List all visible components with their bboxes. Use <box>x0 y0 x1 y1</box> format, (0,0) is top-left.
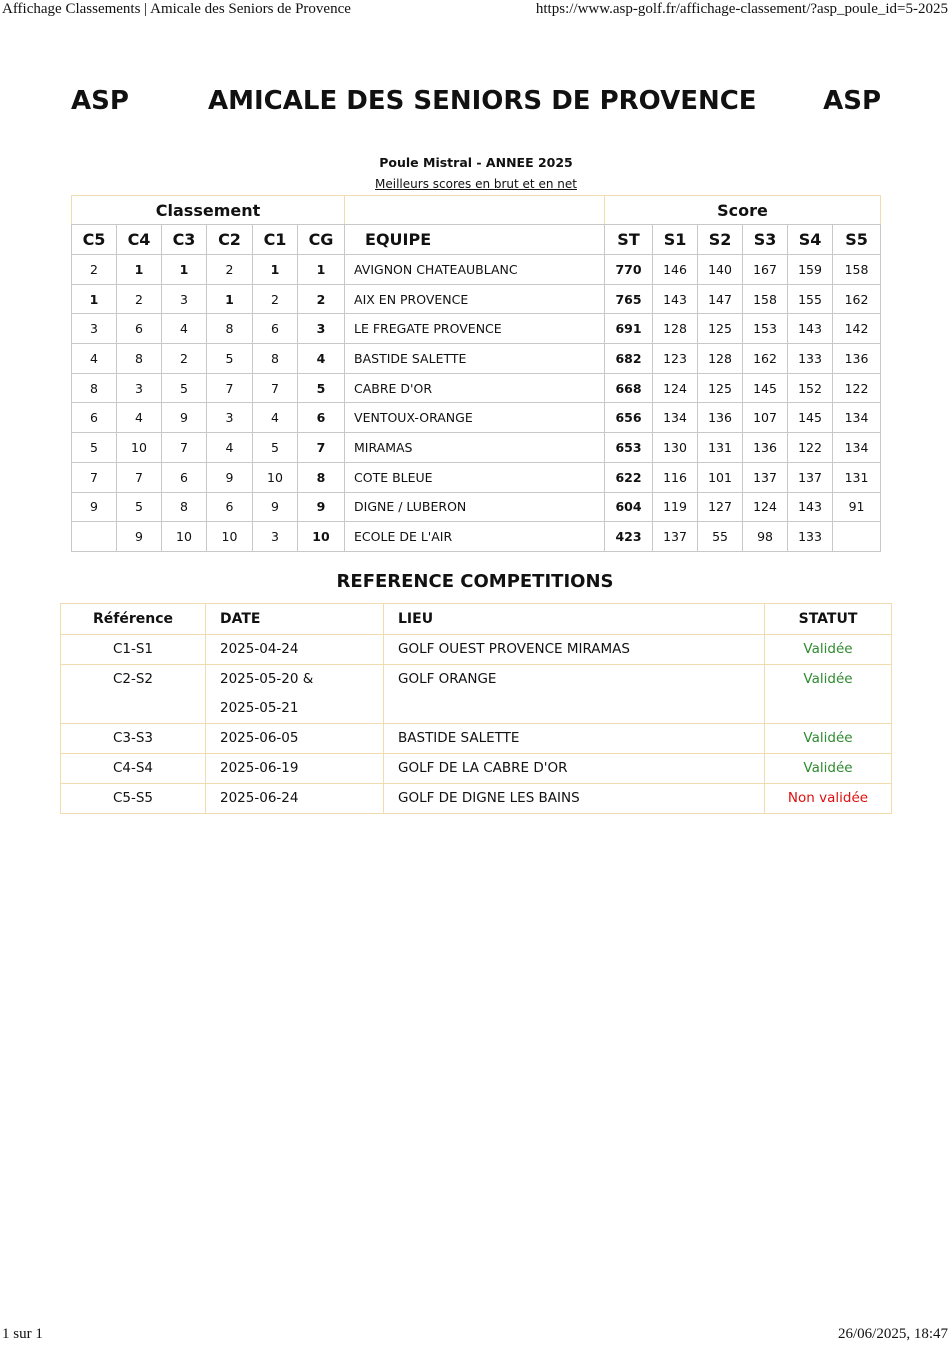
cell-s4: 145 <box>788 403 833 433</box>
table-row <box>72 403 881 433</box>
cell-s5: 131 <box>833 462 881 492</box>
cell-c5: 7 <box>72 462 117 492</box>
cell-c1: 3 <box>253 522 298 552</box>
cell-cg: 2 <box>298 284 345 314</box>
cell-s2: 127 <box>698 492 743 522</box>
cell-c5: 3 <box>72 314 117 344</box>
cell-c2: 4 <box>207 433 253 463</box>
cell-st: 682 <box>605 344 653 374</box>
cell-c4: 1 <box>117 255 162 285</box>
ref-header-date: DATE <box>206 604 384 635</box>
cell-c3: 1 <box>162 255 207 285</box>
cell-s2: 101 <box>698 462 743 492</box>
cell-s5: 134 <box>833 403 881 433</box>
cell-s5: 158 <box>833 255 881 285</box>
cell-s3: 153 <box>743 314 788 344</box>
cell-s3: 162 <box>743 344 788 374</box>
banner-title: AMICALE DES SENIORS DE PROVENCE <box>208 86 757 116</box>
group-classement: Classement <box>72 196 345 225</box>
cell-s2: 147 <box>698 284 743 314</box>
ref-cell-date <box>206 754 384 784</box>
ref-cell-lieu: GOLF OUEST PROVENCE MIRAMAS <box>384 635 765 665</box>
cell-s3: 145 <box>743 373 788 403</box>
cell-c3: 8 <box>162 492 207 522</box>
cell-s2: 125 <box>698 373 743 403</box>
group-empty <box>345 196 605 225</box>
cell-cg: 9 <box>298 492 345 522</box>
cell-c1: 6 <box>253 314 298 344</box>
cell-c3: 6 <box>162 462 207 492</box>
table-row <box>72 433 881 463</box>
table-row <box>61 724 892 754</box>
cell-s4: 143 <box>788 492 833 522</box>
cell-cg: 7 <box>298 433 345 463</box>
col-header-c4: C4 <box>117 225 162 255</box>
cell-c5: 1 <box>72 284 117 314</box>
cell-equipe: MIRAMAS <box>345 433 605 463</box>
cell-s1: 134 <box>653 403 698 433</box>
cell-s3: 107 <box>743 403 788 433</box>
table-row <box>72 284 881 314</box>
cell-s4: 152 <box>788 373 833 403</box>
table-row <box>72 344 881 374</box>
cell-c2: 9 <box>207 462 253 492</box>
cell-s5: 142 <box>833 314 881 344</box>
cell-st: 668 <box>605 373 653 403</box>
cell-st: 604 <box>605 492 653 522</box>
cell-c3: 2 <box>162 344 207 374</box>
table-row <box>72 462 881 492</box>
print-header <box>0 0 950 22</box>
print-footer <box>0 1323 950 1345</box>
cell-c2: 3 <box>207 403 253 433</box>
cell-c3: 3 <box>162 284 207 314</box>
cell-equipe: AVIGNON CHATEAUBLANC <box>345 255 605 285</box>
cell-s5 <box>833 522 881 552</box>
table-row <box>72 314 881 344</box>
cell-s4: 143 <box>788 314 833 344</box>
cell-c3: 7 <box>162 433 207 463</box>
cell-cg: 4 <box>298 344 345 374</box>
status-badge: Validée <box>765 724 892 754</box>
cell-c3: 4 <box>162 314 207 344</box>
ref-cell-reference: C5-S5 <box>61 784 206 814</box>
cell-cg: 5 <box>298 373 345 403</box>
table-row <box>61 635 892 665</box>
cell-st: 765 <box>605 284 653 314</box>
cell-c5: 9 <box>72 492 117 522</box>
cell-s3: 98 <box>743 522 788 552</box>
cell-s5: 91 <box>833 492 881 522</box>
col-header-s5: S5 <box>833 225 881 255</box>
cell-c2: 2 <box>207 255 253 285</box>
col-header-c1: C1 <box>253 225 298 255</box>
cell-cg: 10 <box>298 522 345 552</box>
cell-st: 656 <box>605 403 653 433</box>
col-header-s4: S4 <box>788 225 833 255</box>
cell-s2: 125 <box>698 314 743 344</box>
table-row <box>61 784 892 814</box>
cell-s2: 128 <box>698 344 743 374</box>
cell-s3: 124 <box>743 492 788 522</box>
cell-st: 653 <box>605 433 653 463</box>
cell-s1: 119 <box>653 492 698 522</box>
cell-c4: 10 <box>117 433 162 463</box>
cell-c5 <box>72 522 117 552</box>
cell-s4: 122 <box>788 433 833 463</box>
col-header-st: ST <box>605 225 653 255</box>
poule-subtitle[interactable]: Meilleurs scores en brut et en net <box>375 177 577 191</box>
ref-cell-date <box>206 665 384 724</box>
cell-c3: 9 <box>162 403 207 433</box>
table-row <box>72 522 881 552</box>
cell-st: 622 <box>605 462 653 492</box>
cell-s1: 116 <box>653 462 698 492</box>
ref-header-lieu: LIEU <box>384 604 765 635</box>
group-score: Score <box>605 196 881 225</box>
col-header-s1: S1 <box>653 225 698 255</box>
print-header-title: Affichage Classements | Amicale des Seniors de Provence <box>2 1 351 17</box>
ref-cell-lieu: GOLF ORANGE <box>384 665 765 724</box>
cell-s1: 124 <box>653 373 698 403</box>
cell-s2: 136 <box>698 403 743 433</box>
cell-c4: 4 <box>117 403 162 433</box>
cell-c2: 8 <box>207 314 253 344</box>
cell-cg: 1 <box>298 255 345 285</box>
ref-cell-date <box>206 724 384 754</box>
cell-c1: 4 <box>253 403 298 433</box>
cell-c4: 3 <box>117 373 162 403</box>
reference-title: REFERENCE COMPETITIONS <box>336 571 614 592</box>
cell-c3: 10 <box>162 522 207 552</box>
cell-s4: 159 <box>788 255 833 285</box>
cell-c1: 10 <box>253 462 298 492</box>
ref-cell-date <box>206 784 384 814</box>
cell-c4: 6 <box>117 314 162 344</box>
cell-s3: 167 <box>743 255 788 285</box>
cell-s2: 140 <box>698 255 743 285</box>
ref-cell-lieu: GOLF DE LA CABRE D'OR <box>384 754 765 784</box>
ref-cell-reference: C1-S1 <box>61 635 206 665</box>
print-datetime: 26/06/2025, 18:47 <box>837 1326 948 1342</box>
cell-cg: 8 <box>298 462 345 492</box>
cell-equipe: VENTOUX-ORANGE <box>345 403 605 433</box>
col-header-cg: CG <box>298 225 345 255</box>
cell-s3: 158 <box>743 284 788 314</box>
ref-cell-reference: C2-S2 <box>61 665 206 724</box>
cell-cg: 6 <box>298 403 345 433</box>
banner-asp-right: ASP <box>823 86 881 116</box>
ref-date-line: 2025-06-19 <box>220 760 299 776</box>
ref-cell-lieu: BASTIDE SALETTE <box>384 724 765 754</box>
cell-c2: 10 <box>207 522 253 552</box>
table-row <box>72 255 881 285</box>
table-row <box>72 373 881 403</box>
status-badge: Validée <box>765 665 892 724</box>
cell-s5: 122 <box>833 373 881 403</box>
cell-c5: 4 <box>72 344 117 374</box>
col-header-c2: C2 <box>207 225 253 255</box>
cell-equipe: ECOLE DE L'AIR <box>345 522 605 552</box>
ref-date-line: 2025-05-20 & <box>220 671 314 687</box>
cell-s2: 55 <box>698 522 743 552</box>
cell-s1: 123 <box>653 344 698 374</box>
cell-s1: 137 <box>653 522 698 552</box>
cell-equipe: AIX EN PROVENCE <box>345 284 605 314</box>
ref-cell-lieu: GOLF DE DIGNE LES BAINS <box>384 784 765 814</box>
status-badge: Validée <box>765 635 892 665</box>
ref-date-line: 2025-05-21 <box>220 700 299 716</box>
cell-c2: 7 <box>207 373 253 403</box>
cell-c5: 5 <box>72 433 117 463</box>
cell-s4: 133 <box>788 344 833 374</box>
cell-c4: 5 <box>117 492 162 522</box>
ref-header-statut: STATUT <box>765 604 892 635</box>
cell-s1: 146 <box>653 255 698 285</box>
ref-date-line: 2025-06-05 <box>220 730 299 746</box>
page-count: 1 sur 1 <box>2 1326 43 1342</box>
table-row <box>72 492 881 522</box>
cell-equipe: COTE BLEUE <box>345 462 605 492</box>
status-badge: Validée <box>765 754 892 784</box>
ref-cell-reference: C3-S3 <box>61 724 206 754</box>
cell-c2: 6 <box>207 492 253 522</box>
cell-s2: 131 <box>698 433 743 463</box>
cell-c1: 8 <box>253 344 298 374</box>
cell-equipe: BASTIDE SALETTE <box>345 344 605 374</box>
banner-asp-left: ASP <box>71 86 129 116</box>
table-row <box>61 754 892 784</box>
cell-s1: 128 <box>653 314 698 344</box>
cell-c5: 2 <box>72 255 117 285</box>
cell-s4: 137 <box>788 462 833 492</box>
cell-s4: 133 <box>788 522 833 552</box>
cell-c2: 5 <box>207 344 253 374</box>
status-badge: Non validée <box>765 784 892 814</box>
cell-c4: 9 <box>117 522 162 552</box>
cell-s5: 134 <box>833 433 881 463</box>
cell-c4: 7 <box>117 462 162 492</box>
cell-s1: 143 <box>653 284 698 314</box>
col-header-s2: S2 <box>698 225 743 255</box>
cell-equipe: DIGNE / LUBERON <box>345 492 605 522</box>
cell-c2: 1 <box>207 284 253 314</box>
cell-c4: 2 <box>117 284 162 314</box>
cell-c1: 2 <box>253 284 298 314</box>
banner <box>71 86 881 120</box>
cell-c1: 5 <box>253 433 298 463</box>
cell-c5: 8 <box>72 373 117 403</box>
cell-cg: 3 <box>298 314 345 344</box>
table-row <box>61 665 892 724</box>
cell-st: 691 <box>605 314 653 344</box>
cell-equipe: CABRE D'OR <box>345 373 605 403</box>
cell-c3: 5 <box>162 373 207 403</box>
cell-s4: 155 <box>788 284 833 314</box>
cell-equipe: LE FREGATE PROVENCE <box>345 314 605 344</box>
cell-s5: 162 <box>833 284 881 314</box>
reference-table <box>60 603 892 814</box>
col-header-equipe: EQUIPE <box>345 225 605 255</box>
cell-c1: 1 <box>253 255 298 285</box>
cell-s5: 136 <box>833 344 881 374</box>
print-header-url: https://www.asp-golf.fr/affichage-classement/?asp_poule_id=5-2025 <box>535 1 948 17</box>
col-header-s3: S3 <box>743 225 788 255</box>
cell-c1: 9 <box>253 492 298 522</box>
col-header-c3: C3 <box>162 225 207 255</box>
cell-s3: 137 <box>743 462 788 492</box>
col-header-c5: C5 <box>72 225 117 255</box>
classement-table <box>71 195 881 552</box>
ref-cell-date <box>206 635 384 665</box>
ref-date-line: 2025-06-24 <box>220 790 299 806</box>
cell-c5: 6 <box>72 403 117 433</box>
ref-cell-reference: C4-S4 <box>61 754 206 784</box>
cell-s1: 130 <box>653 433 698 463</box>
cell-c1: 7 <box>253 373 298 403</box>
ref-date-line: 2025-04-24 <box>220 641 299 657</box>
poule-title: Poule Mistral - ANNEE 2025 <box>379 155 573 170</box>
cell-st: 770 <box>605 255 653 285</box>
cell-s3: 136 <box>743 433 788 463</box>
cell-c4: 8 <box>117 344 162 374</box>
ref-header-reference: Référence <box>61 604 206 635</box>
cell-st: 423 <box>605 522 653 552</box>
